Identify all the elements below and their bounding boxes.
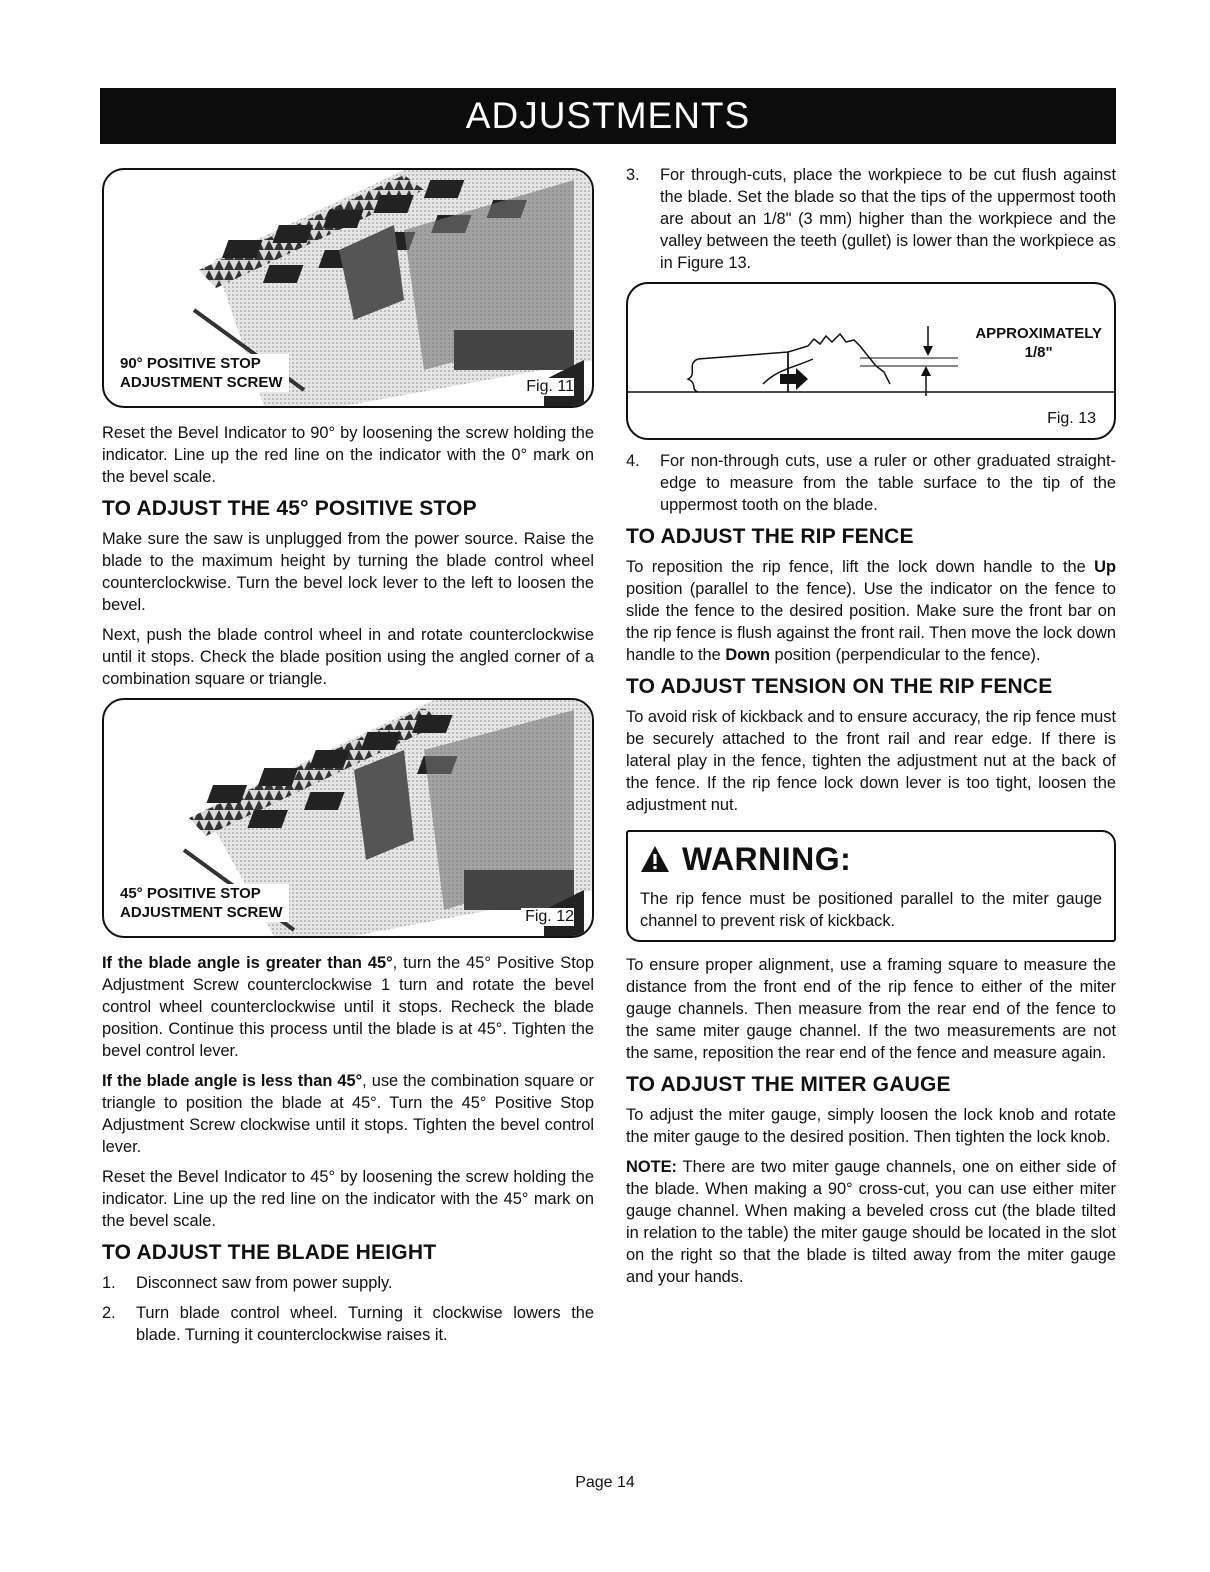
heading-rip-fence: TO ADJUST THE RIP FENCE — [626, 525, 914, 548]
p45-unplug: Make sure the saw is unplugged from the power source. Raise the blade to the maximum height by turning the blade control wheel counterclockwise. Turn the bevel lock lever to the left to loosen the bevel. — [102, 530, 594, 614]
warning-text: The rip fence must be positioned parallel to the miter gauge channel to prevent risk of kickback. — [640, 890, 1102, 930]
step-number: 3. — [626, 166, 640, 184]
step-number: 4. — [626, 452, 640, 470]
greater-than-45-text — [102, 952, 594, 1062]
heading-tension: TO ADJUST TENSION ON THE RIP FENCE — [626, 675, 1053, 698]
step-text: Turn blade control wheel. Turning it clockwise lowers the blade. Turning it counterclockwise raises it. — [136, 1304, 594, 1344]
rip-b: position (parallel to the fence). Use the indicator on the fence to slide the fence to the desired position. Make sure the front bar on the rip fence is flush against the front rail. Then move the lock down handle to the — [626, 580, 1116, 664]
warning-icon — [640, 845, 670, 873]
fig11-caption — [120, 354, 289, 392]
reset-90-text: Reset the Bevel Indicator to 90° by loosening the screw holding the indicator. Line up the red line on the indicator with the 0° mark on the bevel scale. — [102, 424, 594, 486]
figure-11 — [102, 168, 594, 408]
step-number: 2. — [102, 1304, 116, 1322]
fig12-label: Fig. 12 — [521, 908, 574, 926]
tension-text: To avoid risk of kickback and to ensure accuracy, the rip fence must be securely attached to the front rail and rear edge. If there is lateral play in the fence, tighten the adjustment nut at the back of the fence. If the rip fence lock down lever is too tight, loosen the adjustment nut. — [626, 708, 1116, 814]
fig11-caption-line2: ADJUSTMENT SCREW — [120, 374, 283, 391]
steps-4 — [626, 450, 1116, 516]
heading-45-positive-stop: TO ADJUST THE 45° POSITIVE STOP — [102, 497, 477, 520]
heading-miter-gauge: TO ADJUST THE MITER GAUGE — [626, 1073, 951, 1096]
fig12-caption — [120, 884, 289, 922]
steps-3 — [626, 164, 1116, 274]
figure-13 — [626, 282, 1116, 440]
page-banner: ADJUSTMENTS — [100, 88, 1116, 144]
note-body: There are two miter gauge channels, one on either side of the blade. When making a 90° cross-cut, you can use either miter gauge channel. When making a beveled cross cut (the blade tilted in relation to the table) the miter gauge should be located in the slot on the right so that the blade is tilted away from the miter gauge and your hands. — [626, 1158, 1116, 1286]
list-item — [102, 1302, 594, 1346]
rip-down: Down — [725, 646, 770, 664]
rip-c: position (perpendicular to the fence). — [769, 646, 1041, 664]
fig11-caption-line1: 90° POSITIVE STOP — [120, 355, 261, 372]
miter-text: To adjust the miter gauge, simply loosen the lock knob and rotate the miter gauge to the desired position. Then tighten the lock knob. — [626, 1106, 1116, 1146]
list-item — [626, 164, 1116, 274]
fig12-caption-line2: ADJUSTMENT SCREW — [120, 904, 283, 921]
rip-fence-text — [626, 556, 1116, 666]
blade-height-steps — [102, 1272, 594, 1346]
heading-blade-height: TO ADJUST THE BLADE HEIGHT — [102, 1241, 437, 1264]
approximately-line1: APPROXIMATELY — [975, 325, 1102, 342]
right-column — [626, 164, 1116, 1296]
note-text — [626, 1156, 1116, 1288]
less-than-45-body: , use the combination square or triangle to position the blade at 45°. Turn the 45° Positive Stop Adjustment Screw clockwise until it stops. Tighten the bevel control lever. — [102, 1072, 594, 1156]
rip-a: To reposition the rip fence, lift the lock down handle to the — [626, 558, 1095, 576]
warning-title-text: WARNING: — [682, 841, 852, 877]
list-item — [102, 1272, 594, 1294]
approximately-label — [975, 324, 1102, 362]
warning-title — [640, 840, 1102, 878]
step-text: Disconnect saw from power supply. — [136, 1274, 393, 1292]
left-column — [102, 164, 594, 1354]
fig12-caption-line1: 45° POSITIVE STOP — [120, 885, 261, 902]
alignment-text: To ensure proper alignment, use a framing square to measure the distance from the front end of the rip fence to either of the miter gauge channels. Then measure from the rear end of the fence to the same miter gauge channel. If the two measurements are not the same, reposition the rear end of the fence and measure again. — [626, 956, 1116, 1062]
greater-than-45-bold: If the blade angle is greater than 45° — [102, 954, 393, 972]
p45-rotate: Next, push the blade control wheel in and rotate counterclockwise until it stops. Check the blade position using the angled corner of a combination square or triangle. — [102, 626, 594, 688]
step-text: For non-through cuts, use a ruler or other graduated straight-edge to measure from the table surface to the tip of the uppermost tooth on the blade. — [660, 452, 1116, 514]
step-text: For through-cuts, place the workpiece to be cut flush against the blade. Set the blade so that the tips of the uppermost tooth are about an 1/8" (3 mm) higher than the workpiece and the valley between the teeth (gullet) is lower than the workpiece as in Figure 13. — [660, 166, 1116, 272]
fig13-label: Fig. 13 — [1043, 410, 1096, 428]
less-than-45-bold: If the blade angle is less than 45° — [102, 1072, 363, 1090]
step-number: 1. — [102, 1274, 116, 1292]
approximately-line2: 1/8" — [1024, 344, 1053, 361]
note-label: NOTE: — [626, 1158, 677, 1176]
less-than-45-text — [102, 1070, 594, 1158]
reset-45-text: Reset the Bevel Indicator to 45° by loosening the screw holding the indicator. Line up the red line on the indicator with the 45° mark on the bevel scale. — [102, 1168, 594, 1230]
greater-than-45-body: , turn the 45° Positive Stop Adjustment Screw counterclockwise 1 turn and rotate the bevel control wheel counterclockwise until it stops. Recheck the blade position. Continue this process until the blade is at 45°. Tighten the bevel control lever. — [102, 954, 594, 1060]
figure-12 — [102, 698, 594, 938]
rip-up: Up — [1094, 558, 1116, 576]
page-number: Page 14 — [575, 1474, 635, 1491]
warning-box — [626, 830, 1116, 942]
fig11-label: Fig. 11 — [522, 378, 574, 396]
list-item — [626, 450, 1116, 516]
